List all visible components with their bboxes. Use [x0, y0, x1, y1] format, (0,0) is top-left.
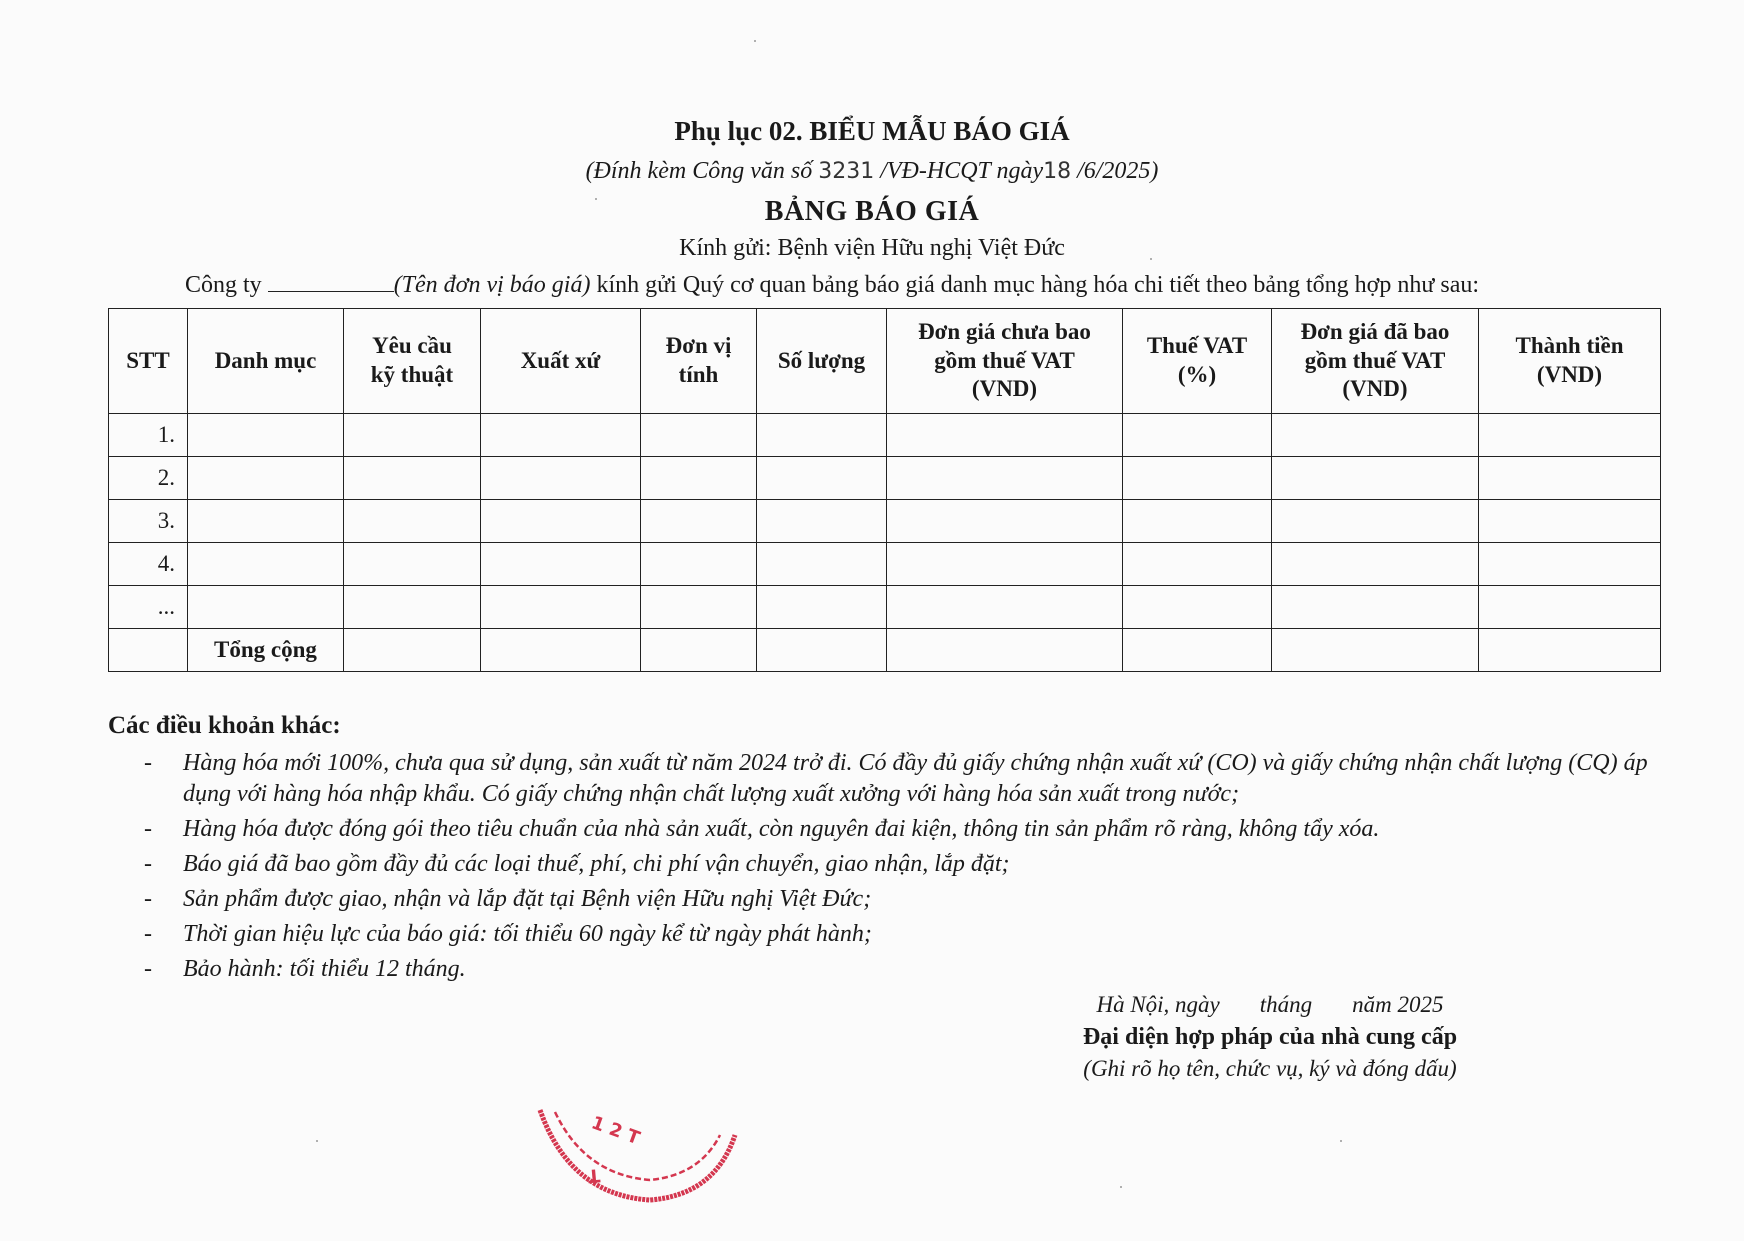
scan-speck [1120, 1186, 1122, 1188]
cell-item[interactable] [188, 586, 344, 629]
bullet-dash: - [144, 886, 152, 912]
terms-list [108, 748, 1668, 989]
cell-qty [757, 629, 887, 672]
list-item: - Báo giá đã bao gồm đầy đủ các loại thuế, phí, chi phí vận chuyển, giao nhận, lắp đặt; [108, 849, 1668, 880]
col-header-qty: Số lượng [757, 309, 887, 414]
svg-text:1 2 T: 1 2 T [588, 1112, 643, 1150]
col-header-price-ex-vat: Đơn giá chưa bao gồm thuế VAT (VND) [887, 309, 1123, 414]
cell-vat[interactable] [1123, 414, 1272, 457]
cell-unit [641, 629, 757, 672]
total-label: Tổng cộng [188, 629, 344, 672]
scan-speck [1150, 258, 1152, 260]
cell-unit[interactable] [641, 414, 757, 457]
cell-amount[interactable] [1479, 414, 1661, 457]
cell-price-inc-vat[interactable] [1272, 586, 1479, 629]
cell-unit[interactable] [641, 457, 757, 500]
cell-amount[interactable] [1479, 586, 1661, 629]
cell-item[interactable] [188, 543, 344, 586]
cell-qty[interactable] [757, 586, 887, 629]
cell-qty[interactable] [757, 457, 887, 500]
table-title: BẢNG BÁO GIÁ [764, 196, 980, 227]
cell-item[interactable] [188, 457, 344, 500]
table-row [109, 457, 1661, 500]
company-name-blank [268, 273, 394, 292]
cell-qty[interactable] [757, 543, 887, 586]
intro-prefix: Công ty [185, 272, 268, 298]
cell-vat[interactable] [1123, 500, 1272, 543]
col-header-tech-req: Yêu cầu kỹ thuật [344, 309, 481, 414]
cell-price-inc-vat[interactable] [1272, 500, 1479, 543]
cell-price-ex-vat[interactable] [887, 457, 1123, 500]
cell-vat [1123, 629, 1272, 672]
attachment-prefix: (Đính kèm Công văn số [585, 158, 819, 184]
cell-tech-req[interactable] [344, 457, 481, 500]
cell-tech-req[interactable] [344, 586, 481, 629]
cell-item[interactable] [188, 500, 344, 543]
cell-price-ex-vat[interactable] [887, 586, 1123, 629]
intro-suffix: kính gửi Quý cơ quan bảng báo giá danh mục hàng hóa chi tiết theo bảng tổng hợp như sau: [590, 272, 1480, 298]
red-stamp-seal-icon [530, 1100, 740, 1210]
cell-price-inc-vat[interactable] [1272, 414, 1479, 457]
handwritten-doc-number: 3231 [818, 159, 875, 184]
cell-unit[interactable] [641, 586, 757, 629]
attachment-reference [0, 158, 1744, 185]
appendix-title: Phụ lục 02. BIỂU MẪU BÁO GIÁ [674, 116, 1070, 146]
attachment-mid: /VĐ-HCQT ngày [874, 158, 1044, 184]
cell-item[interactable] [188, 414, 344, 457]
scan-speck [595, 198, 597, 200]
cell-price-ex-vat [887, 629, 1123, 672]
bullet-dash: - [144, 750, 152, 776]
total-stt-cell [109, 629, 188, 672]
svg-text:T: T [586, 1164, 601, 1187]
date-year: năm 2025 [1352, 992, 1444, 1017]
bullet-dash: - [144, 816, 152, 842]
table-row [109, 500, 1661, 543]
date-month: tháng [1259, 992, 1313, 1017]
cell-origin[interactable] [481, 543, 641, 586]
cell-amount[interactable] [1479, 500, 1661, 543]
row-stt: ... [109, 586, 188, 629]
scan-speck [1340, 1140, 1342, 1142]
cell-qty[interactable] [757, 414, 887, 457]
cell-tech-req[interactable] [344, 500, 481, 543]
handwritten-doc-day: 18 [1043, 159, 1072, 184]
total-row [109, 629, 1661, 672]
list-item: - Hàng hóa được đóng gói theo tiêu chuẩn của nhà sản xuất, còn nguyên đai kiện, thông tin sản phẩm rõ ràng, không tẩy xóa. [108, 814, 1668, 845]
table-row [109, 586, 1661, 629]
cell-price-inc-vat[interactable] [1272, 457, 1479, 500]
col-header-price-inc-vat: Đơn giá đã bao gồm thuế VAT (VND) [1272, 309, 1479, 414]
list-item: - Hàng hóa mới 100%, chưa qua sử dụng, sản xuất từ năm 2024 trở đi. Có đầy đủ giấy chứng nhận xuất xứ (CO) và giấy chứng nhận chất lượng (CQ) áp dụng với hàng hóa nhập khẩu. Có giấy chứng nhận chất lượng xuất xưởng với hàng hóa sản xuất trong nước; [144, 750, 1648, 807]
cell-unit[interactable] [641, 543, 757, 586]
quotation-table [108, 308, 1661, 672]
col-header-origin: Xuất xứ [481, 309, 641, 414]
cell-price-ex-vat[interactable] [887, 414, 1123, 457]
row-stt: 4. [109, 543, 188, 586]
cell-amount[interactable] [1479, 457, 1661, 500]
row-stt: 1. [109, 414, 188, 457]
row-stt: 2. [109, 457, 188, 500]
col-header-amount: Thành tiền (VND) [1479, 309, 1661, 414]
table-row [109, 543, 1661, 586]
cell-price-ex-vat[interactable] [887, 543, 1123, 586]
cell-price-ex-vat[interactable] [887, 500, 1123, 543]
cell-tech-req[interactable] [344, 543, 481, 586]
cell-origin[interactable] [481, 586, 641, 629]
cell-qty[interactable] [757, 500, 887, 543]
table-header-row [109, 309, 1661, 414]
cell-tech-req[interactable] [344, 414, 481, 457]
cell-origin[interactable] [481, 457, 641, 500]
col-header-item: Danh mục [188, 309, 344, 414]
cell-total-amount[interactable] [1479, 629, 1661, 672]
signatory-role: Đại diện hợp pháp của nhà cung cấp [1082, 1024, 1458, 1050]
scan-speck [316, 1140, 318, 1142]
intro-line [185, 272, 1479, 299]
table-row [109, 414, 1661, 457]
recipient-line: Kính gửi: Bệnh viện Hữu nghị Việt Đức [679, 235, 1065, 261]
cell-price-inc-vat [1272, 629, 1479, 672]
cell-price-inc-vat[interactable] [1272, 543, 1479, 586]
terms-heading: Các điều khoản khác: [108, 712, 341, 739]
bullet-dash: - [144, 956, 152, 982]
col-header-unit: Đơn vị tính [641, 309, 757, 414]
list-item: - Sản phẩm được giao, nhận và lắp đặt tại Bệnh viện Hữu nghị Việt Đức; [108, 884, 1668, 915]
row-stt: 3. [109, 500, 188, 543]
cell-unit[interactable] [641, 500, 757, 543]
attachment-suffix: /6/2025) [1071, 158, 1159, 184]
scan-speck [754, 40, 756, 42]
cell-tech-req [344, 629, 481, 672]
cell-vat[interactable] [1123, 586, 1272, 629]
cell-vat[interactable] [1123, 457, 1272, 500]
signature-date-line [1010, 992, 1530, 1018]
date-place-day: Hà Nội, ngày [1096, 992, 1220, 1017]
signature-note: (Ghi rõ họ tên, chức vụ, ký và đóng dấu) [1083, 1056, 1457, 1081]
col-header-vat: Thuế VAT (%) [1123, 309, 1272, 414]
cell-origin[interactable] [481, 500, 641, 543]
cell-origin[interactable] [481, 414, 641, 457]
bullet-dash: - [144, 851, 152, 877]
cell-vat[interactable] [1123, 543, 1272, 586]
cell-origin [481, 629, 641, 672]
bullet-dash: - [144, 921, 152, 947]
intro-placeholder: (Tên đơn vị báo giá) [393, 272, 591, 298]
cell-amount[interactable] [1479, 543, 1661, 586]
list-item: - Thời gian hiệu lực của báo giá: tối thiểu 60 ngày kể từ ngày phát hành; [108, 919, 1668, 950]
col-header-stt: STT [109, 309, 188, 414]
list-item: - Bảo hành: tối thiểu 12 tháng. [108, 954, 1668, 985]
